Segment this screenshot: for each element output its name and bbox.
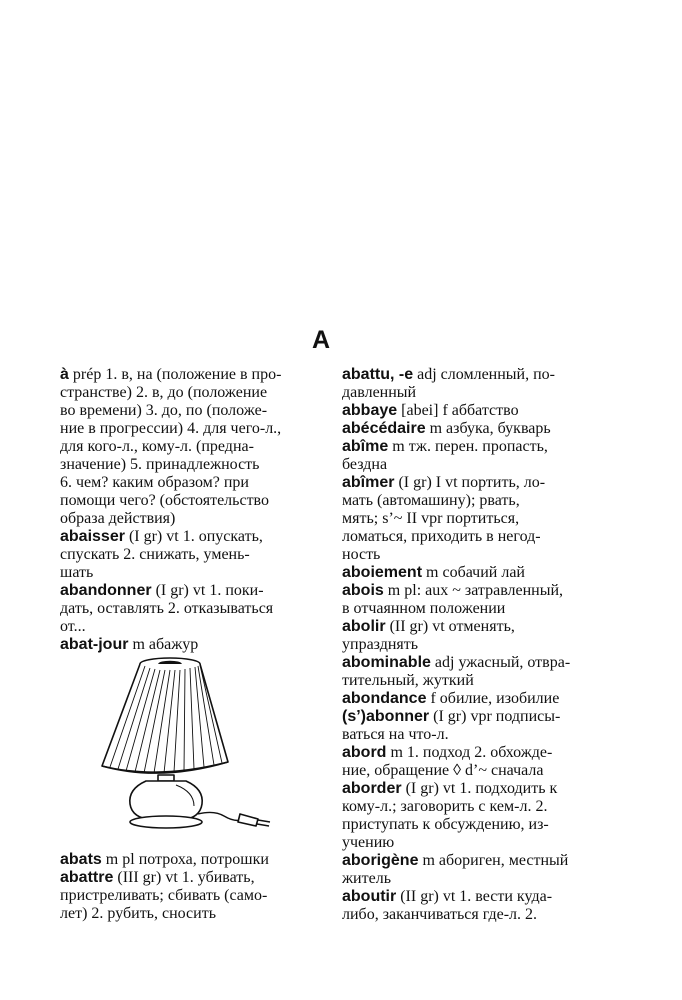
entry-text: f обилие, изобилие: [426, 690, 560, 707]
entry-headword: abattu, -e: [342, 366, 414, 383]
entry-text: m pl: aux ~ затравленный,: [383, 582, 564, 599]
entry-text: (I gr) vpr подписы-: [429, 708, 561, 725]
section-letter: A: [312, 326, 331, 354]
entry-line: [60, 456, 313, 474]
entry-text: помощи чего? (обстоятельство: [60, 492, 269, 509]
entry-line: [342, 690, 597, 708]
entry-headword: abattre: [60, 869, 114, 886]
entry-line: [342, 654, 597, 672]
entry-line: [60, 402, 313, 420]
entry-line: [60, 474, 313, 492]
entry-text: мять; s’~ II vpr портиться,: [342, 510, 520, 527]
entry-headword: abîme: [342, 438, 389, 455]
entry-line: [60, 600, 313, 618]
entry-headword: abaisser: [60, 528, 125, 545]
entry-text: от...: [60, 618, 86, 635]
entry-text: (I gr) vt 1. опускать,: [124, 528, 263, 545]
entry-line: [342, 798, 597, 816]
entry-line: [342, 564, 597, 582]
entry-text: ность: [342, 546, 381, 563]
entry-text: дать, оставлять 2. отказываться: [60, 600, 274, 617]
entry-headword: abats: [60, 851, 102, 868]
entry-text: (I gr) vt 1. подходить к: [401, 780, 558, 797]
entry-line: [342, 888, 597, 906]
entry-text: adj ужасный, отвра-: [430, 654, 571, 671]
entry-text: лет) 2. рубить, сносить: [60, 905, 216, 922]
entry-text: ние, обращение ◊ d’~ сначала: [342, 762, 544, 779]
entry-line: [60, 636, 313, 654]
entry-line: [342, 510, 597, 528]
entry-text: тительный, жуткий: [342, 672, 474, 689]
entry-line: [60, 887, 313, 905]
entry-headword: aboutir: [342, 888, 397, 905]
entry-line: [342, 402, 597, 420]
entry-text: мать (автомашину); рвать,: [342, 492, 520, 509]
entry-line: [60, 492, 313, 510]
left-column: [60, 366, 313, 654]
entry-text: ломаться, приходить в негод-: [342, 528, 541, 545]
entry-headword: abolir: [342, 618, 386, 635]
entry-text: (I gr) vt 1. поки-: [151, 582, 264, 599]
entry-headword: aboiement: [342, 564, 423, 581]
entry-line: [342, 816, 597, 834]
entry-line: [60, 851, 313, 869]
entry-headword: abandonner: [60, 582, 152, 599]
entry-line: [342, 474, 597, 492]
entry-line: [342, 420, 597, 438]
entry-text: учению: [342, 834, 395, 851]
entry-line: [60, 618, 313, 636]
entry-text: образа действия): [60, 510, 176, 527]
entry-line: [342, 438, 597, 456]
entry-headword: abat-jour: [60, 636, 129, 653]
entry-text: кому-л.; заговорить с кем-л. 2.: [342, 798, 548, 815]
entry-line: [342, 762, 597, 780]
entry-line: [60, 564, 313, 582]
entry-text: бездна: [342, 456, 388, 473]
entry-line: [60, 905, 313, 923]
entry-text: (II gr) vt отменять,: [385, 618, 515, 635]
right-column: [342, 366, 597, 924]
entry-line: [342, 456, 597, 474]
entry-line: [342, 546, 597, 564]
entry-text: m тж. перен. пропасть,: [388, 438, 548, 455]
entry-line: [342, 528, 597, 546]
entry-text: prép 1. в, на (положение в про-: [68, 366, 282, 383]
entry-text: либо, заканчиваться где-л. 2.: [342, 906, 538, 923]
entry-text: значение) 5. принадлежность: [60, 456, 260, 473]
entry-text: m pl потроха, потрошки: [101, 851, 269, 868]
left-column-bottom: [60, 851, 313, 923]
entry-text: спускать 2. снижать, умень-: [60, 546, 250, 563]
entry-headword: abécédaire: [342, 420, 426, 437]
entry-line: [342, 366, 597, 384]
entry-text: (I gr) I vt портить, ло-: [394, 474, 546, 491]
entry-text: ние в прогрессии) 4. для чего-л.,: [60, 420, 282, 437]
entry-text: во времени) 3. до, по (положе-: [60, 402, 268, 419]
entry-text: странстве) 2. в, до (положение: [60, 384, 268, 401]
entry-text: m собачий лай: [422, 564, 525, 581]
entry-line: [342, 744, 597, 762]
entry-line: [342, 672, 597, 690]
entry-headword: (s’)abonner: [342, 708, 430, 725]
entry-line: [342, 384, 597, 402]
entry-text: (III gr) vt 1. убивать,: [113, 869, 255, 886]
entry-text: (II gr) vt 1. вести куда-: [396, 888, 553, 905]
entry-text: житель: [342, 870, 391, 887]
entry-line: [342, 906, 597, 924]
entry-line: [60, 384, 313, 402]
entry-text: в отчаянном положении: [342, 600, 506, 617]
entry-text: 6. чем? каким образом? при: [60, 474, 249, 491]
entry-headword: aborigène: [342, 852, 419, 869]
entry-text: m азбука, букварь: [425, 420, 551, 437]
entry-line: [60, 510, 313, 528]
entry-text: для кого-л., кому-л. (предна-: [60, 438, 254, 455]
entry-line: [342, 492, 597, 510]
entry-text: ваться на что-л.: [342, 726, 449, 743]
entry-text: шать: [60, 564, 94, 581]
entry-line: [342, 582, 597, 600]
entry-text: пристреливать; сбивать (само-: [60, 887, 268, 904]
entry-headword: abondance: [342, 690, 427, 707]
entry-line: [342, 636, 597, 654]
entry-line: [342, 708, 597, 726]
lamp-illustration: [98, 654, 280, 838]
entry-text: упразднять: [342, 636, 419, 653]
entry-headword: abominable: [342, 654, 431, 671]
entry-line: [342, 780, 597, 798]
entry-text: приступать к обсуждению, из-: [342, 816, 549, 833]
entry-text: m абориген, местный: [418, 852, 569, 869]
entry-headword: à: [60, 366, 69, 383]
entry-line: [342, 600, 597, 618]
entry-line: [342, 834, 597, 852]
entry-text: adj сломленный, по-: [413, 366, 555, 383]
entry-text: [abei] f аббатство: [397, 402, 519, 419]
entry-headword: aborder: [342, 780, 402, 797]
entry-line: [342, 618, 597, 636]
entry-line: [342, 852, 597, 870]
entry-line: [60, 546, 313, 564]
entry-line: [342, 726, 597, 744]
entry-line: [60, 438, 313, 456]
entry-line: [342, 870, 597, 888]
entry-line: [60, 869, 313, 887]
entry-line: [60, 366, 313, 384]
entry-line: [60, 582, 313, 600]
entry-line: [60, 420, 313, 438]
entry-text: m абажур: [128, 636, 199, 653]
entry-line: [60, 528, 313, 546]
entry-headword: abîmer: [342, 474, 395, 491]
entry-headword: abord: [342, 744, 387, 761]
entry-headword: abois: [342, 582, 384, 599]
entry-headword: abbaye: [342, 402, 398, 419]
entry-text: m 1. подход 2. обхожде-: [386, 744, 553, 761]
entry-text: давленный: [342, 384, 417, 401]
